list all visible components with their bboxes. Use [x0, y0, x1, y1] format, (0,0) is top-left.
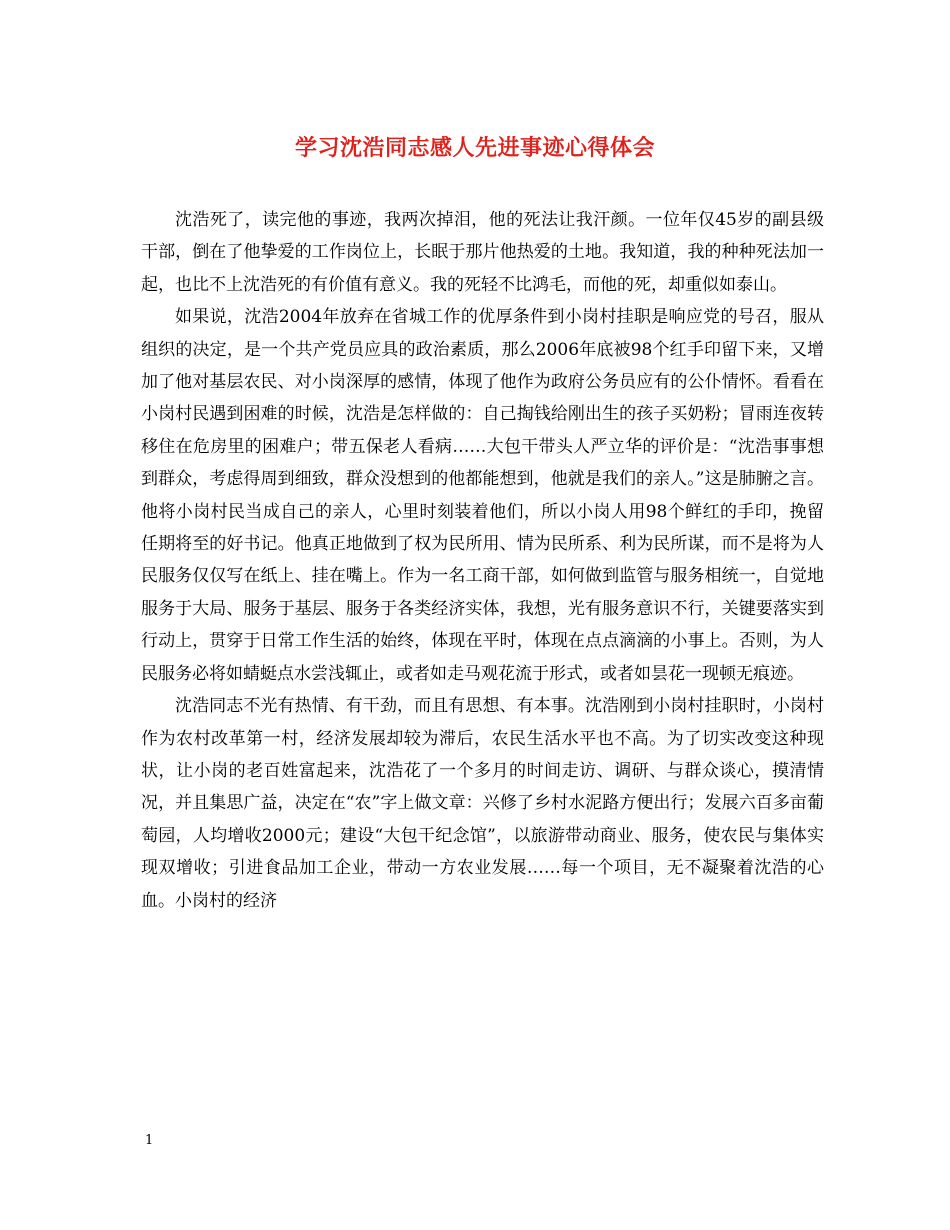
document-title: 学习沈浩同志感人先进事迹心得体会	[294, 135, 655, 161]
page-number: 1	[145, 1133, 154, 1148]
paragraph-2: 如果说，沈浩2004年放弃在省城工作的优厚条件到小岗村挂职是响应党的号召，服从组织的决定，是一个共产党员应具的政治素质，那么2006年底被98个红手印留下来，又增加了他对基层农民、对小岗深厚的感情，体现了他作为政府公务员应有的公仆情怀。看看在小岗村民遇到困难的时候，沈浩是怎样做的：自己掏钱给刚出生的孩子买奶粉；冒雨连夜转移住在危房里的困难户；带五保老人看病……大包干带头人严立华的评价是：“沈浩事事想到群众，考虑得周到细致，群众没想到的他都能想到，他就是我们的亲人。”这是肺腑之言。他将小岗村民当成自己的亲人，心里时刻装着他们，所以小岗人用98个鲜红的手印，挽留任期将至的好书记。他真正地做到了权为民所用、情为民所系、利为民所谋，而不是将为人民服务仅仅写在纸上、挂在嘴上。作为一名工商干部，如何做到监管与服务相统一，自觉地服务于大局、服务于基层、服务于各类经济实体，我想，光有服务意识不行，关键要落实到行动上，贯穿于日常工作生活的始终，体现在平时，体现在点点滴滴的小事上。否则，为人民服务必将如蜻蜓点水尝浅辄止，或者如走马观花流于形式，或者如昙花一现顿无痕迹。	[141, 307, 824, 684]
paragraph-1: 沈浩死了，读完他的事迹，我两次掉泪，他的死法让我汗颜。一位年仅45岁的副县级干部，倒在了他挚爱的工作岗位上，长眠于那片他热爱的土地。我知道，我的种种死法加一起，也比不上沈浩死的有价值有意义。我的死轻不比鸿毛，而他的死，却重似如泰山。	[141, 210, 824, 295]
paragraph-3: 沈浩同志不光有热情、有干劲，而且有思想、有本事。沈浩刚到小岗村挂职时，小岗村作为农村改革第一村，经济发展却较为滞后，农民生活水平也不高。为了切实改变这种现状，让小岗的老百姓富起来，沈浩花了一个多月的时间走访、调研、与群众谈心，摸清情况，并且集思广益，决定在“农”字上做文章：兴修了乡村水泥路方便出行；发展六百多亩葡萄园，人均增收2000元；建设“大包干纪念馆”，以旅游带动商业、服务，使农民与集体实现双增收；引进食品加工企业，带动一方农业发展……每一个项目，无不凝聚着沈浩的心血。小岗村的经济	[141, 696, 824, 911]
document-body	[141, 204, 824, 917]
